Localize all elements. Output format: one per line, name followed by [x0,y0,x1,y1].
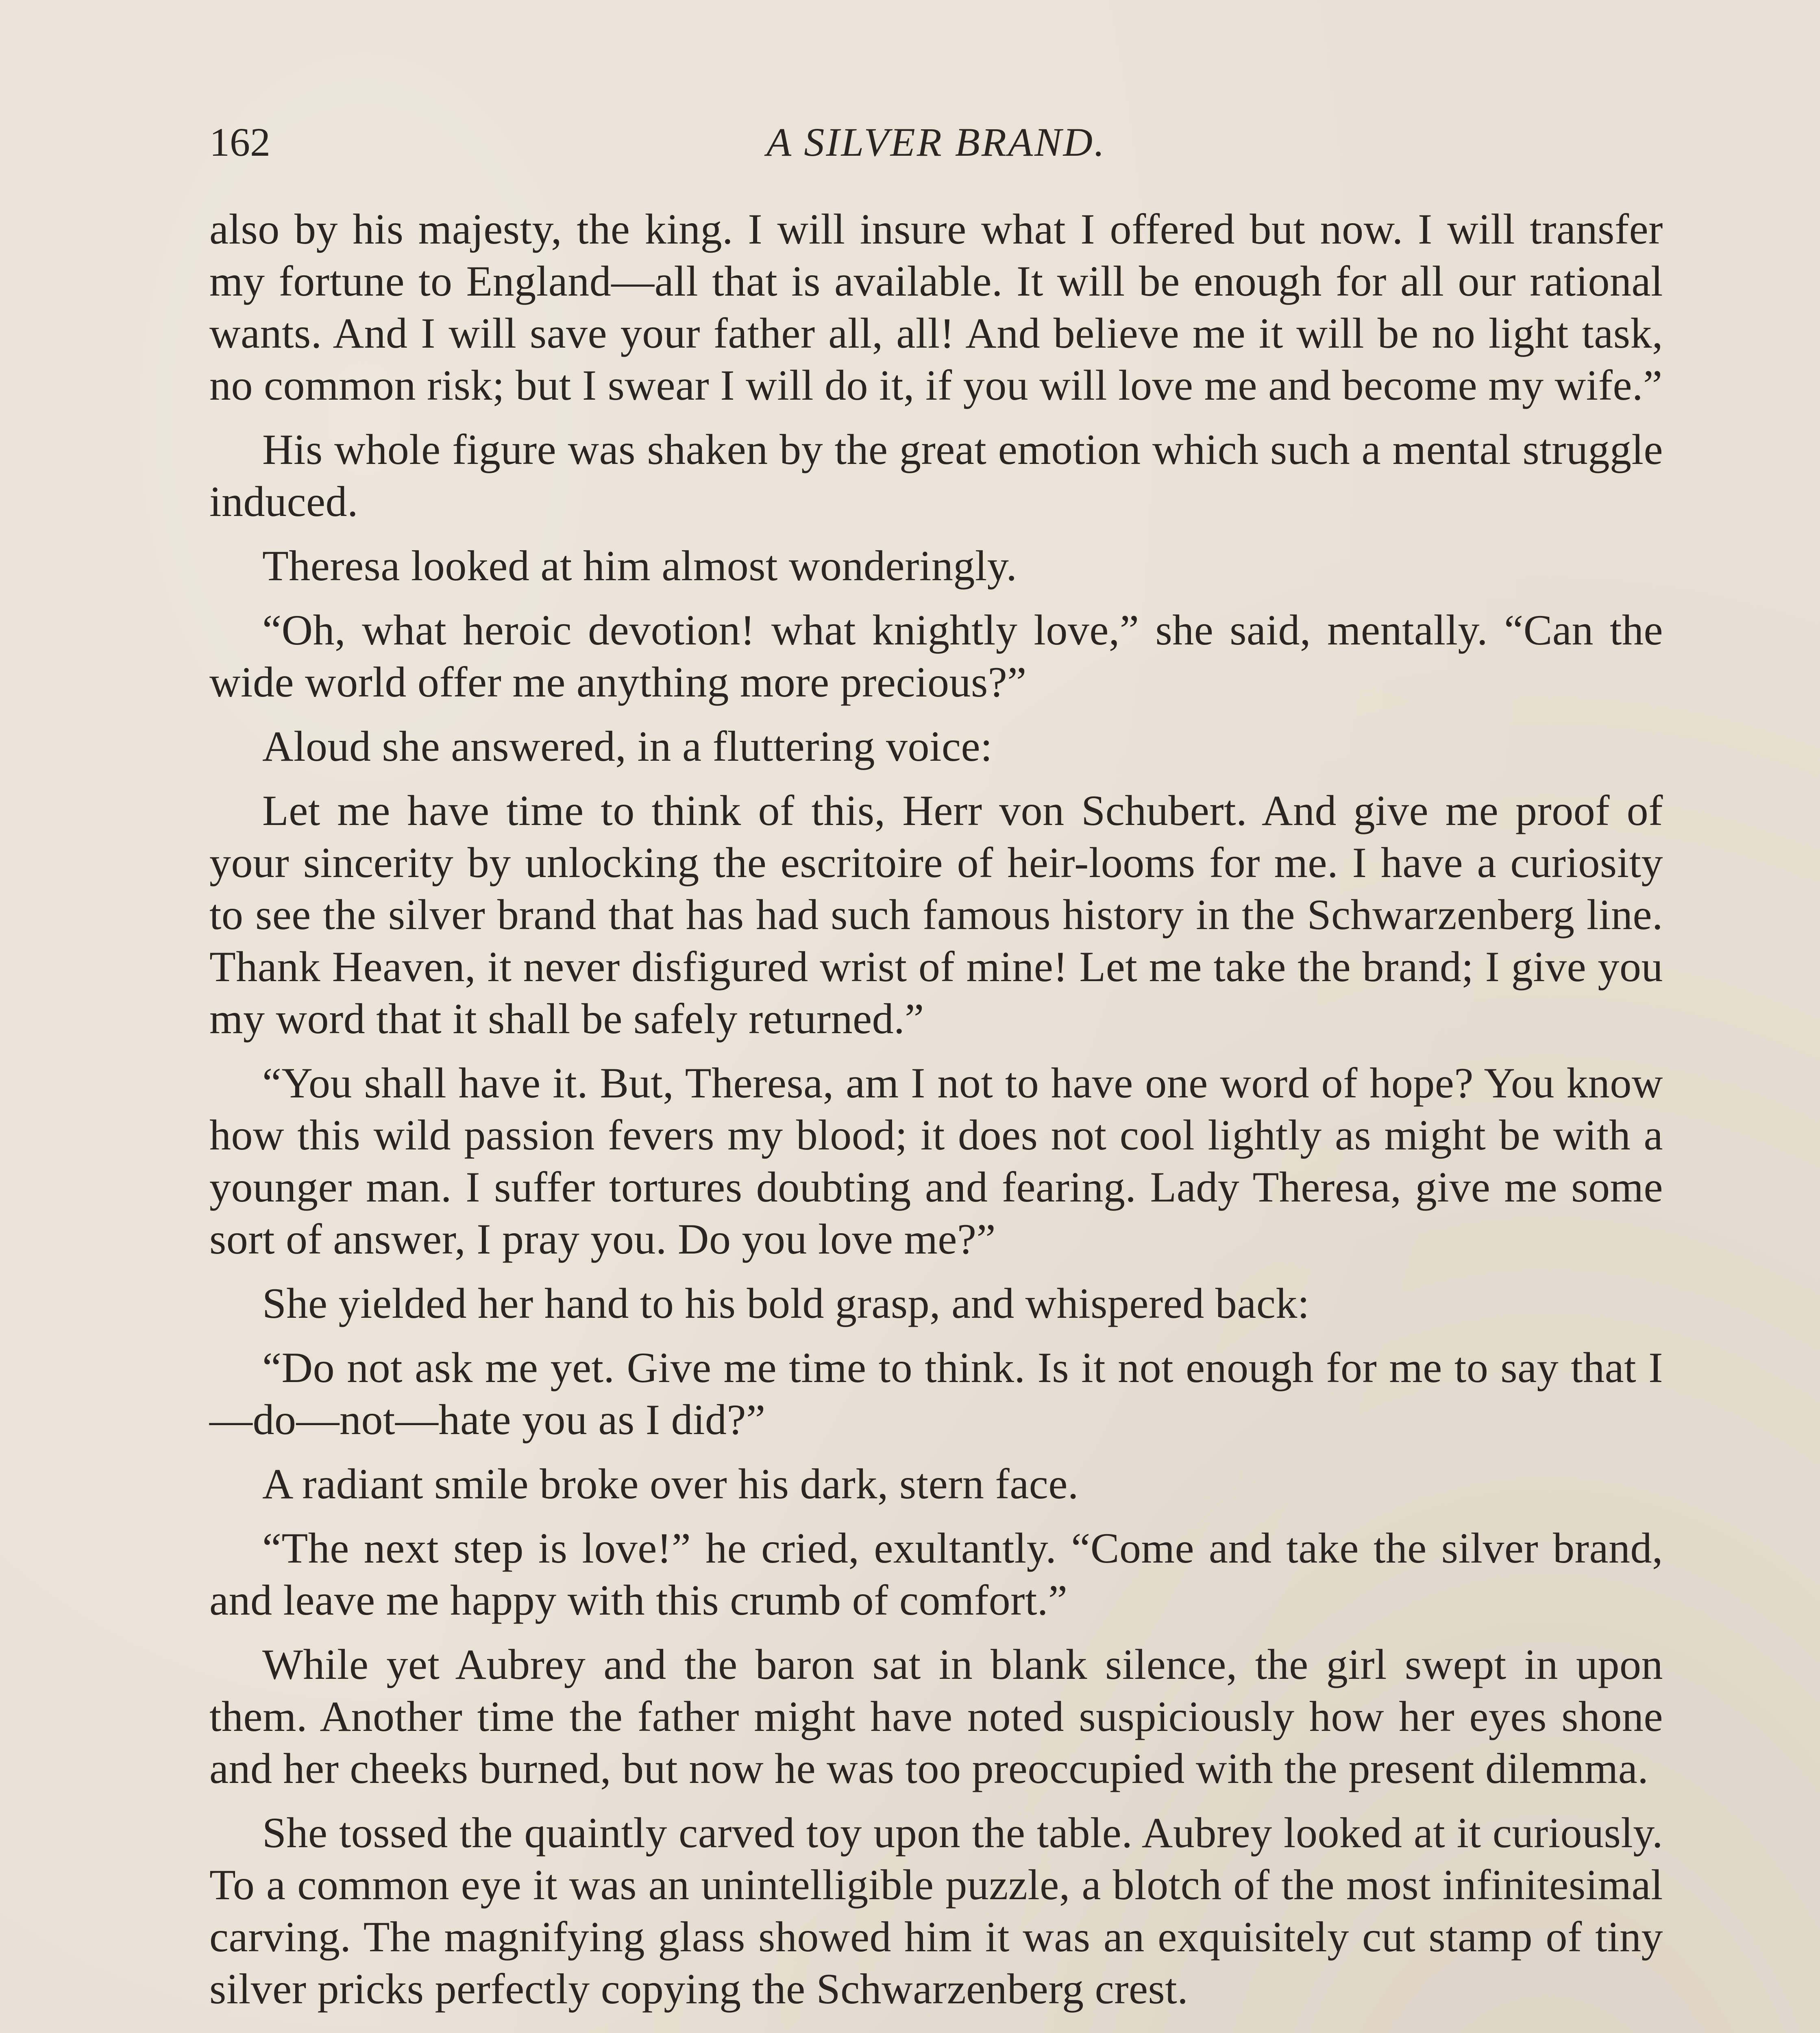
paragraph: Aloud she answered, in a fluttering voice: [262,723,993,770]
paragraph: A radiant smile broke over his dark, stern face. [262,1460,1079,1508]
paragraph: While yet Aubrey and the baron sat in blank silence, the girl swept in upon them. Another time the father might have noted suspiciously how her eyes shone and her cheeks burned, but now he was too preoccupied with the present dilemma. [209,1641,1663,1792]
paragraph: “The next step is love!” he cried, exultantly. “Come and take the silver brand, and leave me happy with this crumb of comfort.” [209,1524,1663,1624]
paragraph: Theresa looked at him almost wonderingly. [262,542,1017,590]
paragraph: Let me have time to think of this, Herr von Schubert. And give me proof of your sincerity by unlocking the escritoire of heir-looms for me. I have a curiosity to see the silver brand that has had such famous history in the Schwarzenberg line. Thank Heaven, it never disfigured wrist of mine! Let me take the brand; I give you my word that it shall be safely returned.” [209,787,1663,1043]
body-text [209,203,1663,2027]
paragraph: His whole figure was shaken by the great emotion which such a mental struggle induced. [209,426,1663,525]
paragraph: She tossed the quaintly carved toy upon the table. Aubrey looked at it curiously. To a common eye it was an unintelligible puzzle, a blotch of the most infinitesimal carving. The magnifying glass showed him it was an exquisitely cut stamp of tiny silver pricks perfectly copying the Schwarzenberg crest. [209,1809,1663,2013]
paragraph: “Oh, what heroic devotion! what knightly love,” she said, mentally. “Can the wide world offer me anything more precious?” [209,606,1663,706]
page-number: 162 [209,120,270,165]
paragraph: “You shall have it. But, Theresa, am I not to have one word of hope? You know how this wild passion fevers my blood; it does not cool lightly as might be with a younger man. I suffer tortures doubting and fearing. Lady Theresa, give me some sort of answer, I pray you. Do you love me?” [209,1059,1663,1263]
paragraph: “Do not ask me yet. Give me time to think. Is it not enough for me to say that I—do—not—hate you as I did?” [209,1344,1663,1443]
paragraph: She yielded her hand to his bold grasp, and whispered back: [262,1280,1310,1327]
paragraph: also by his majesty, the king. I will insure what I offered but now. I will transfer my fortune to England—all that is available. It will be enough for all our rational wants. And I will save your father all, all! And believe me it will be no light task, no common risk; but I swear I will do it, if you will love me and become my wife.” [209,205,1663,409]
running-title: A SILVER BRAND. [766,120,1106,165]
running-head [209,114,1663,183]
